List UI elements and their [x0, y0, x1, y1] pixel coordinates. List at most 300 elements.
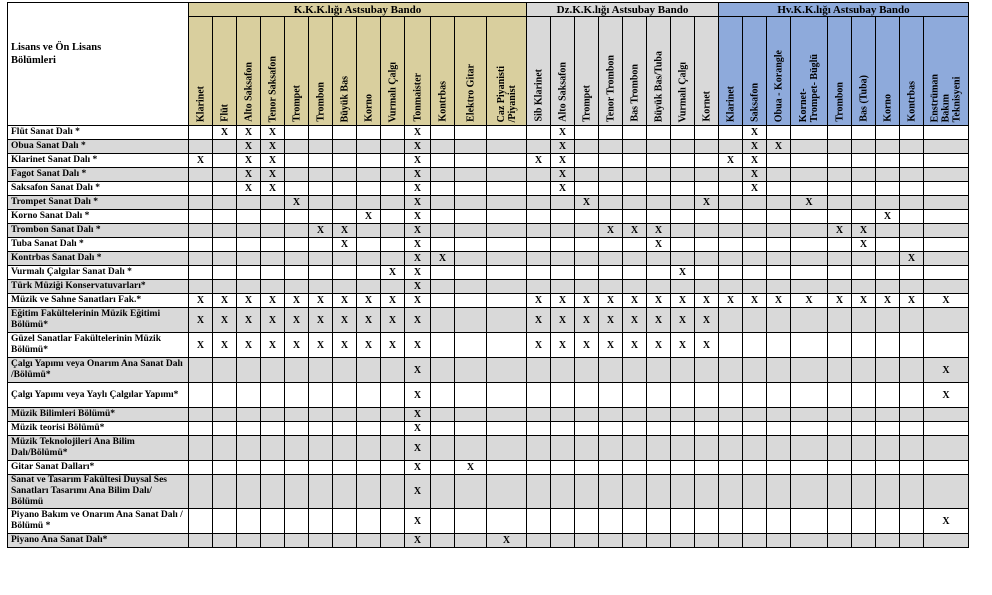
empty-cell [237, 280, 261, 294]
table-row [8, 224, 969, 238]
column-header-label: Vurmalı Çalgı [677, 61, 688, 122]
column-header-label: Elektro Gitar [465, 64, 476, 122]
empty-cell [767, 238, 791, 252]
column-header-label: Klarinet [725, 85, 736, 122]
empty-cell [743, 224, 767, 238]
mark-cell: X [405, 280, 431, 294]
empty-cell [695, 140, 719, 154]
empty-cell [189, 422, 213, 436]
empty-cell [357, 408, 381, 422]
empty-cell [333, 252, 357, 266]
empty-cell [671, 252, 695, 266]
empty-cell [381, 280, 405, 294]
empty-cell [431, 126, 455, 140]
empty-cell [357, 252, 381, 266]
empty-cell [767, 126, 791, 140]
empty-cell [357, 154, 381, 168]
row-label: Korno Sanat Dalı * [8, 210, 189, 224]
empty-cell [527, 182, 551, 196]
empty-cell [695, 252, 719, 266]
empty-cell [599, 140, 623, 154]
mark-cell: X [487, 534, 527, 548]
empty-cell [671, 182, 695, 196]
empty-cell [487, 224, 527, 238]
mark-cell: X [405, 266, 431, 280]
empty-cell [900, 534, 924, 548]
column-header-label: Kontrbas [437, 81, 448, 122]
empty-cell [695, 534, 719, 548]
empty-cell [743, 266, 767, 280]
column-header-label: Alto Saksafon [243, 62, 254, 122]
empty-cell [791, 154, 828, 168]
empty-cell [237, 210, 261, 224]
mark-cell: X [623, 308, 647, 333]
mark-cell: X [405, 422, 431, 436]
empty-cell [431, 280, 455, 294]
empty-cell [647, 168, 671, 182]
empty-cell [623, 182, 647, 196]
column-header [189, 17, 213, 126]
empty-cell [695, 126, 719, 140]
empty-cell [487, 154, 527, 168]
mark-cell: X [261, 333, 285, 358]
column-header-label: Tenor Saksafon [267, 55, 278, 122]
column-header-label: Trombon [315, 82, 326, 122]
column-header [719, 17, 743, 126]
empty-cell [876, 475, 900, 509]
mark-cell: X [647, 333, 671, 358]
empty-cell [551, 436, 575, 461]
mark-cell: X [309, 224, 333, 238]
mark-cell: X [791, 196, 828, 210]
empty-cell [213, 154, 237, 168]
empty-cell [876, 140, 900, 154]
empty-cell [599, 436, 623, 461]
empty-cell [527, 280, 551, 294]
empty-cell [285, 154, 309, 168]
mark-cell: X [285, 308, 309, 333]
empty-cell [237, 408, 261, 422]
empty-cell [575, 210, 599, 224]
empty-cell [623, 210, 647, 224]
mark-cell: X [431, 252, 455, 266]
mark-cell: X [405, 475, 431, 509]
column-header [599, 17, 623, 126]
empty-cell [599, 154, 623, 168]
mark-cell: X [924, 383, 969, 408]
empty-cell [431, 168, 455, 182]
empty-cell [671, 126, 695, 140]
mark-cell: X [189, 294, 213, 308]
empty-cell [647, 408, 671, 422]
column-header [924, 17, 969, 126]
empty-cell [767, 224, 791, 238]
column-header-label: Enstrüman Bakım Teknisyeni [929, 73, 963, 122]
empty-cell [647, 436, 671, 461]
mark-cell: X [852, 294, 876, 308]
empty-cell [599, 168, 623, 182]
mark-cell: X [671, 333, 695, 358]
empty-cell [285, 408, 309, 422]
empty-cell [333, 266, 357, 280]
empty-cell [381, 154, 405, 168]
column-header [647, 17, 671, 126]
empty-cell [213, 168, 237, 182]
mark-cell: X [333, 308, 357, 333]
mark-cell: X [261, 308, 285, 333]
empty-cell [791, 210, 828, 224]
empty-cell [791, 224, 828, 238]
empty-cell [381, 408, 405, 422]
mark-cell: X [381, 333, 405, 358]
empty-cell [599, 238, 623, 252]
empty-cell [623, 168, 647, 182]
empty-cell [828, 475, 852, 509]
empty-cell [791, 461, 828, 475]
row-label: Türk Müziği Konservatuvarları* [8, 280, 189, 294]
empty-cell [487, 436, 527, 461]
empty-cell [261, 475, 285, 509]
empty-cell [647, 475, 671, 509]
empty-cell [309, 461, 333, 475]
empty-cell [213, 196, 237, 210]
empty-cell [487, 294, 527, 308]
empty-cell [695, 168, 719, 182]
empty-cell [719, 126, 743, 140]
empty-cell [924, 210, 969, 224]
empty-cell [189, 140, 213, 154]
empty-cell [431, 333, 455, 358]
empty-cell [551, 408, 575, 422]
empty-cell [333, 383, 357, 408]
empty-cell [828, 168, 852, 182]
empty-cell [695, 383, 719, 408]
empty-cell [900, 358, 924, 383]
row-label: Obua Sanat Dalı * [8, 140, 189, 154]
empty-cell [671, 168, 695, 182]
empty-cell [719, 238, 743, 252]
empty-cell [333, 280, 357, 294]
mark-cell: X [695, 294, 719, 308]
empty-cell [527, 436, 551, 461]
empty-cell [828, 238, 852, 252]
row-label: Fagot Sanat Dalı * [8, 168, 189, 182]
mark-cell: X [527, 154, 551, 168]
empty-cell [237, 475, 261, 509]
empty-cell [213, 408, 237, 422]
row-label: Piyano Bakım ve Onarım Ana Sanat Dalı / Bölümü * [8, 509, 189, 534]
empty-cell [357, 168, 381, 182]
empty-cell [671, 280, 695, 294]
empty-cell [719, 168, 743, 182]
empty-cell [381, 422, 405, 436]
empty-cell [767, 182, 791, 196]
empty-cell [900, 383, 924, 408]
empty-cell [671, 154, 695, 168]
empty-cell [431, 475, 455, 509]
empty-cell [623, 238, 647, 252]
mark-cell: X [213, 308, 237, 333]
empty-cell [455, 140, 487, 154]
empty-cell [551, 280, 575, 294]
group-header-row [8, 3, 969, 17]
mark-cell: X [647, 308, 671, 333]
empty-cell [924, 266, 969, 280]
empty-cell [527, 475, 551, 509]
empty-cell [357, 461, 381, 475]
empty-cell [719, 140, 743, 154]
empty-cell [357, 196, 381, 210]
empty-cell [527, 358, 551, 383]
empty-cell [357, 224, 381, 238]
column-header-label: Bas (Tuba) [858, 75, 869, 122]
empty-cell [924, 436, 969, 461]
empty-cell [623, 383, 647, 408]
empty-cell [431, 461, 455, 475]
empty-cell [876, 252, 900, 266]
empty-cell [647, 383, 671, 408]
empty-cell [381, 461, 405, 475]
empty-cell [599, 408, 623, 422]
empty-cell [431, 509, 455, 534]
empty-cell [309, 534, 333, 548]
mark-cell: X [405, 140, 431, 154]
empty-cell [828, 408, 852, 422]
empty-cell [189, 461, 213, 475]
empty-cell [213, 534, 237, 548]
mark-cell: X [261, 182, 285, 196]
empty-cell [333, 358, 357, 383]
empty-cell [575, 534, 599, 548]
empty-cell [575, 475, 599, 509]
empty-cell [575, 238, 599, 252]
empty-cell [487, 210, 527, 224]
column-header-label: Büyük Bas [339, 75, 350, 122]
column-header [876, 17, 900, 126]
empty-cell [213, 210, 237, 224]
empty-cell [852, 308, 876, 333]
mark-cell: X [876, 294, 900, 308]
empty-cell [791, 422, 828, 436]
mark-cell: X [575, 333, 599, 358]
empty-cell [189, 436, 213, 461]
empty-cell [623, 266, 647, 280]
empty-cell [189, 408, 213, 422]
empty-cell [487, 182, 527, 196]
empty-cell [487, 238, 527, 252]
empty-cell [551, 534, 575, 548]
empty-cell [791, 238, 828, 252]
empty-cell [852, 333, 876, 358]
empty-cell [876, 168, 900, 182]
column-header-label: Sib Klarinet [533, 69, 544, 122]
empty-cell [767, 280, 791, 294]
empty-cell [695, 475, 719, 509]
empty-cell [309, 126, 333, 140]
empty-cell [189, 280, 213, 294]
empty-cell [487, 509, 527, 534]
empty-cell [852, 422, 876, 436]
empty-cell [455, 210, 487, 224]
empty-cell [309, 436, 333, 461]
column-header-label: Flüt [219, 104, 230, 122]
empty-cell [647, 252, 671, 266]
empty-cell [623, 461, 647, 475]
mark-cell: X [405, 408, 431, 422]
empty-cell [876, 422, 900, 436]
empty-cell [357, 383, 381, 408]
empty-cell [876, 182, 900, 196]
empty-cell [876, 461, 900, 475]
empty-cell [924, 408, 969, 422]
empty-cell [285, 168, 309, 182]
empty-cell [333, 126, 357, 140]
empty-cell [767, 475, 791, 509]
empty-cell [647, 509, 671, 534]
empty-cell [455, 534, 487, 548]
empty-cell [828, 182, 852, 196]
mark-cell: X [237, 308, 261, 333]
empty-cell [767, 358, 791, 383]
empty-cell [455, 509, 487, 534]
column-header-label: Caz Piyanisti /Piyanist [495, 65, 518, 122]
empty-cell [189, 168, 213, 182]
empty-cell [431, 182, 455, 196]
empty-cell [189, 358, 213, 383]
empty-cell [261, 238, 285, 252]
empty-cell [791, 436, 828, 461]
empty-cell [671, 238, 695, 252]
mark-cell: X [405, 182, 431, 196]
empty-cell [309, 154, 333, 168]
empty-cell [487, 422, 527, 436]
column-header [237, 17, 261, 126]
empty-cell [743, 461, 767, 475]
empty-cell [924, 461, 969, 475]
empty-cell [924, 422, 969, 436]
empty-cell [309, 252, 333, 266]
empty-cell [487, 266, 527, 280]
table-row [8, 126, 969, 140]
column-header [213, 17, 237, 126]
group-header-kkk: K.K.K.lığı Astsubay Bando [189, 3, 527, 17]
empty-cell [487, 126, 527, 140]
empty-cell [828, 140, 852, 154]
empty-cell [876, 224, 900, 238]
empty-cell [924, 168, 969, 182]
empty-cell [900, 210, 924, 224]
empty-cell [261, 210, 285, 224]
empty-cell [261, 509, 285, 534]
empty-cell [719, 436, 743, 461]
empty-cell [695, 238, 719, 252]
empty-cell [647, 126, 671, 140]
mark-cell: X [876, 210, 900, 224]
column-header [527, 17, 551, 126]
empty-cell [551, 358, 575, 383]
empty-cell [828, 126, 852, 140]
empty-cell [767, 196, 791, 210]
column-header [791, 17, 828, 126]
empty-cell [333, 509, 357, 534]
empty-cell [333, 436, 357, 461]
empty-cell [575, 224, 599, 238]
mark-cell: X [309, 308, 333, 333]
empty-cell [828, 333, 852, 358]
mark-cell: X [405, 383, 431, 408]
empty-cell [828, 461, 852, 475]
empty-cell [261, 534, 285, 548]
corner-label: Lisans ve Ön Lisans Bölümleri [11, 42, 102, 66]
empty-cell [852, 210, 876, 224]
empty-cell [719, 408, 743, 422]
empty-cell [237, 266, 261, 280]
mark-cell: X [575, 196, 599, 210]
empty-cell [551, 461, 575, 475]
empty-cell [527, 461, 551, 475]
empty-cell [551, 238, 575, 252]
mark-cell: X [405, 154, 431, 168]
empty-cell [743, 308, 767, 333]
empty-cell [431, 308, 455, 333]
empty-cell [924, 140, 969, 154]
empty-cell [791, 140, 828, 154]
mark-cell: X [381, 294, 405, 308]
empty-cell [285, 383, 309, 408]
empty-cell [575, 280, 599, 294]
empty-cell [828, 422, 852, 436]
empty-cell [261, 224, 285, 238]
empty-cell [285, 509, 309, 534]
table-row [8, 408, 969, 422]
empty-cell [213, 140, 237, 154]
empty-cell [309, 408, 333, 422]
empty-cell [623, 252, 647, 266]
empty-cell [213, 422, 237, 436]
empty-cell [719, 280, 743, 294]
empty-cell [189, 126, 213, 140]
column-header [455, 17, 487, 126]
empty-cell [431, 210, 455, 224]
empty-cell [599, 196, 623, 210]
mark-cell: X [189, 308, 213, 333]
empty-cell [285, 252, 309, 266]
empty-cell [852, 126, 876, 140]
table-row [8, 475, 969, 509]
empty-cell [767, 333, 791, 358]
mark-cell: X [527, 294, 551, 308]
empty-cell [852, 461, 876, 475]
mark-cell: X [527, 308, 551, 333]
table-row [8, 154, 969, 168]
empty-cell [285, 280, 309, 294]
empty-cell [900, 154, 924, 168]
mark-cell: X [405, 252, 431, 266]
mark-cell: X [647, 294, 671, 308]
empty-cell [357, 182, 381, 196]
empty-cell [671, 422, 695, 436]
empty-cell [852, 252, 876, 266]
empty-cell [357, 140, 381, 154]
empty-cell [671, 534, 695, 548]
empty-cell [791, 182, 828, 196]
empty-cell [237, 383, 261, 408]
mark-cell: X [285, 294, 309, 308]
empty-cell [924, 196, 969, 210]
column-header [405, 17, 431, 126]
empty-cell [900, 333, 924, 358]
empty-cell [487, 333, 527, 358]
